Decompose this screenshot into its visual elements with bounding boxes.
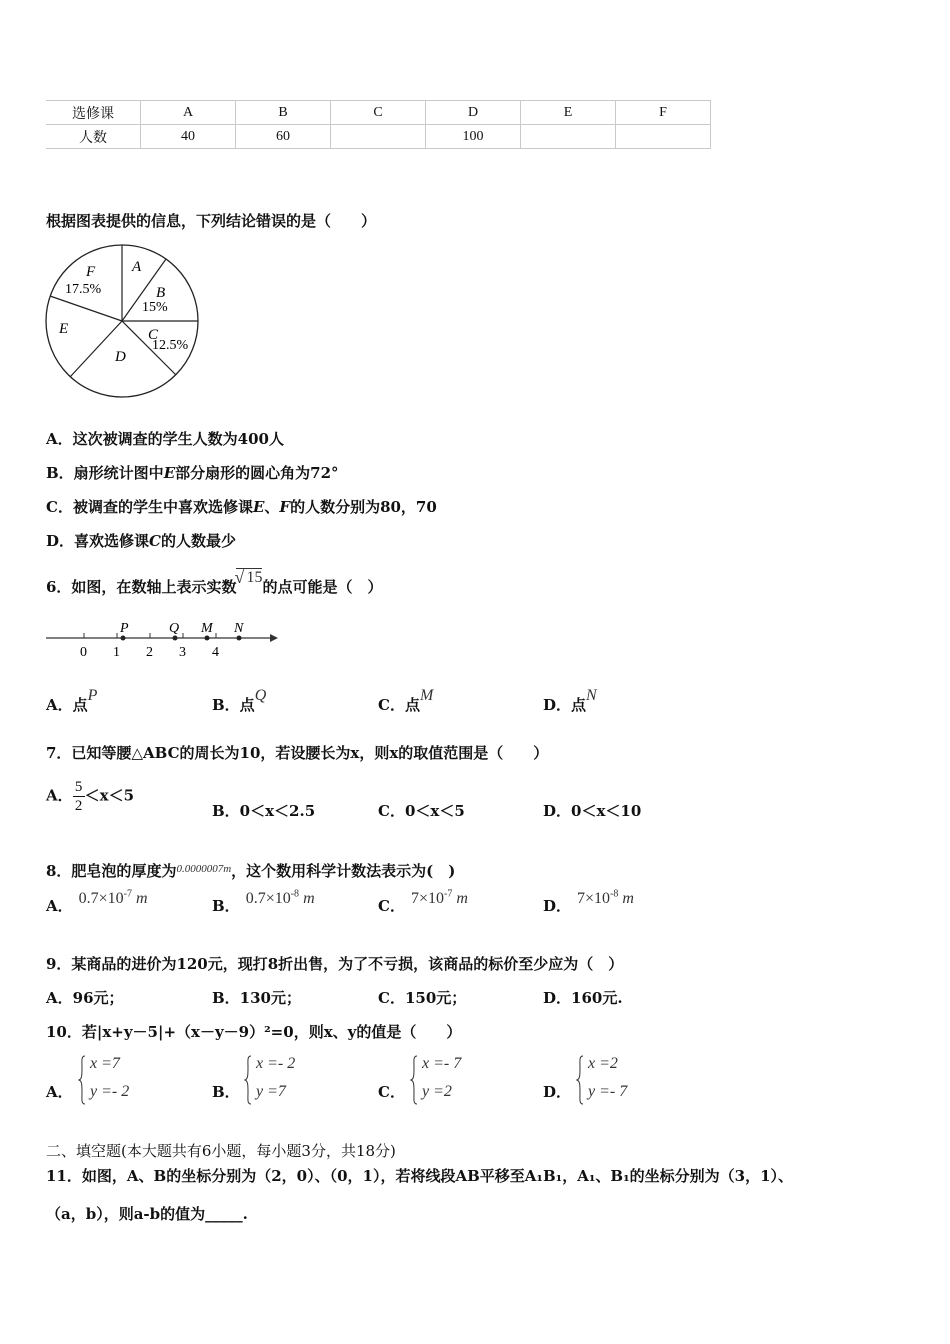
option-text: D．	[543, 897, 572, 915]
radical-sign: √	[234, 567, 245, 587]
point-label: P	[120, 621, 129, 636]
q6-stem	[46, 567, 383, 597]
brace-icon	[244, 1055, 252, 1105]
q10-option-d-system	[576, 1055, 656, 1110]
q6-option-a	[46, 687, 98, 715]
option-text: C．点	[378, 696, 420, 714]
point-m	[205, 636, 210, 641]
q8-option-b	[212, 888, 315, 916]
q6-option-b	[212, 687, 267, 715]
table-cell: 60	[236, 125, 331, 149]
pie-divider	[50, 296, 122, 321]
pie-pct-f: 17.5%	[65, 282, 102, 297]
option-var: E	[163, 464, 176, 482]
option-text: D．喜欢选修课	[46, 532, 150, 550]
unit: m	[303, 890, 315, 907]
pie-label-d: D	[115, 349, 126, 365]
table-cell	[616, 125, 711, 149]
point-p	[121, 636, 126, 641]
option-text: 的人数分别为80，70	[290, 498, 437, 516]
unit: m	[622, 890, 634, 907]
pie-label-c: C	[148, 327, 159, 343]
unit: m	[456, 890, 468, 907]
option-text: B．扇形统计图中	[46, 464, 164, 482]
q5-stem: 根据图表提供的信息，下列结论错误的是（ ）	[46, 212, 377, 230]
point-label: M	[201, 621, 213, 636]
q7-option-b: B．0＜x＜2.5	[212, 802, 316, 820]
mantissa: 7×10	[577, 890, 611, 907]
option-text: A．这次被调查的学生人数为400人	[46, 430, 284, 448]
mantissa: 0.7×10	[245, 890, 291, 907]
equation-line: x =7	[90, 1055, 120, 1072]
mantissa: 0.7×10	[78, 890, 124, 907]
q8-option-c	[378, 888, 468, 916]
option-text: 的人数最少	[160, 532, 236, 550]
q5-option-c	[46, 496, 437, 517]
equation-line: x =2	[588, 1055, 618, 1072]
option-var: P	[87, 687, 98, 704]
option-math	[79, 890, 148, 907]
option-text: B．点	[212, 696, 255, 714]
exponent: -7	[123, 888, 133, 900]
table-header-row	[46, 101, 711, 125]
q10-option-d-label: D．	[543, 1083, 572, 1101]
numerator: 5	[74, 779, 83, 795]
table-cell: 人数	[46, 125, 141, 149]
point-n	[237, 636, 242, 641]
q9-stem: 9．某商品的进价为120元，现打8折出售，为了不亏损，该商品的标价至少应为（ ）	[46, 955, 624, 973]
q5-option-b	[46, 462, 339, 483]
elective-table	[46, 100, 711, 149]
q8-stem	[46, 860, 455, 881]
option-math	[246, 890, 315, 907]
value-text: 0.0000007m	[176, 863, 232, 875]
brace-icon	[410, 1055, 418, 1105]
option-text: D．点	[543, 696, 587, 714]
tick-label: 1	[113, 645, 120, 660]
equation-line: y =2	[422, 1083, 452, 1100]
pie-label-b: B	[156, 285, 166, 301]
q6-option-c	[378, 687, 434, 715]
brace-icon	[78, 1055, 86, 1105]
option-var: N	[586, 687, 597, 704]
q5-option-a	[46, 428, 284, 449]
pie-label-f: F	[86, 264, 96, 280]
table-cell: E	[521, 101, 616, 125]
option-text: A．	[46, 786, 73, 805]
table-cell: C	[331, 101, 426, 125]
table-cell	[331, 125, 426, 149]
q10-stem: 10．若|x+y－5|+（x－y－9）²=0，则x、y的值是（ ）	[46, 1023, 462, 1041]
stem-text: 的点可能是（ ）	[262, 578, 383, 596]
stem-text: 8．肥皂泡的厚度为	[46, 862, 177, 880]
option-text: 部分扇形的圆心角为72°	[175, 464, 339, 482]
equation-line: y =- 7	[588, 1083, 628, 1100]
equation-line: x =- 7	[422, 1055, 462, 1072]
exponent: -8	[290, 888, 300, 900]
tick-label: 2	[146, 645, 153, 660]
tick-label: 3	[179, 645, 186, 660]
tick-label: 4	[212, 645, 219, 660]
pie-chart	[44, 243, 204, 403]
q8-option-d	[543, 888, 634, 916]
unit: m	[136, 890, 148, 907]
option-text: 、	[264, 498, 280, 516]
pie-pct-b: 15%	[142, 300, 168, 315]
exponent: -7	[443, 888, 453, 900]
tick-label: 0	[80, 645, 87, 660]
q9-option-a: A．96元；	[46, 989, 124, 1007]
pie-label-e: E	[59, 321, 69, 337]
q10-option-c-label: C．	[378, 1083, 405, 1101]
q7-option-d: D．0＜x＜10	[543, 802, 642, 820]
q10-option-a-system	[78, 1055, 158, 1110]
table-cell: 100	[426, 125, 521, 149]
option-var: Q	[254, 687, 267, 704]
radicand: 15	[246, 569, 263, 586]
axis-arrow	[270, 634, 278, 642]
number-line	[44, 618, 284, 662]
q10-option-a-label: A．	[46, 1083, 73, 1101]
q10-option-b-label: B．	[212, 1083, 240, 1101]
q7-option-c: C．0＜x＜5	[378, 802, 465, 820]
option-text: C．被调查的学生中喜欢选修课	[46, 498, 253, 516]
option-math	[411, 890, 468, 907]
table-cell: D	[426, 101, 521, 125]
option-var: E	[252, 498, 265, 516]
q10-option-b-system	[244, 1055, 324, 1110]
q8-option-a	[46, 888, 148, 916]
q6-option-d	[543, 687, 597, 715]
option-math	[577, 890, 634, 907]
option-var: M	[419, 687, 434, 704]
q7-stem: 7．已知等腰△ABC的周长为10，若设腰长为x，则x的取值范围是（ ）	[46, 744, 549, 762]
option-text: C．	[378, 897, 405, 915]
q9-option-c: C．150元；	[378, 989, 467, 1007]
q9-option-b: B．130元；	[212, 989, 301, 1007]
equation-line: y =7	[256, 1083, 286, 1100]
sqrt-15	[236, 568, 262, 587]
q11-line1: 11．如图，A、B的坐标分别为（2，0）、（0，1），若将线段AB平移至A₁B₁，A₁、B₁的坐标分别为（3，1）、	[46, 1167, 794, 1185]
pie-pct-c: 12.5%	[152, 338, 189, 353]
q10-option-c-system	[410, 1055, 490, 1110]
option-text: B．	[212, 897, 240, 915]
option-var: F	[279, 498, 291, 516]
q9-option-d: D．160元.	[543, 989, 623, 1007]
section-heading: 二、填空题(本大题共有6小题，每小题3分，共18分)	[46, 1142, 396, 1160]
point-label: N	[234, 621, 244, 636]
table-cell: B	[236, 101, 331, 125]
denominator: 2	[74, 798, 83, 814]
table-cell: F	[616, 101, 711, 125]
stem-text: ，这个数用科学计数法表示为( )	[231, 862, 456, 880]
point-q	[173, 636, 178, 641]
q5-option-d	[46, 530, 236, 551]
table-cell: 40	[141, 125, 236, 149]
option-text: A．	[46, 897, 73, 915]
brace-icon	[576, 1055, 584, 1105]
option-text: ＜x＜5	[84, 786, 135, 805]
q11-line2: （a，b），则a-b的值为_____.	[46, 1205, 248, 1223]
pie-label-a: A	[132, 259, 142, 275]
option-var: C	[149, 532, 161, 550]
exponent: -8	[610, 888, 619, 900]
table-cell: 选修课	[46, 101, 141, 125]
point-label: Q	[169, 621, 180, 636]
option-text: A．点	[46, 696, 88, 714]
equation-line: x =- 2	[256, 1055, 296, 1072]
table-row	[46, 125, 711, 149]
table-cell: A	[141, 101, 236, 125]
mantissa: 7×10	[410, 890, 444, 907]
q7-option-a	[46, 778, 134, 815]
equation-line: y =- 2	[90, 1083, 130, 1100]
fraction-5-2	[73, 778, 85, 815]
table-cell	[521, 125, 616, 149]
stem-text: 6．如图，在数轴上表示实数	[46, 578, 237, 596]
